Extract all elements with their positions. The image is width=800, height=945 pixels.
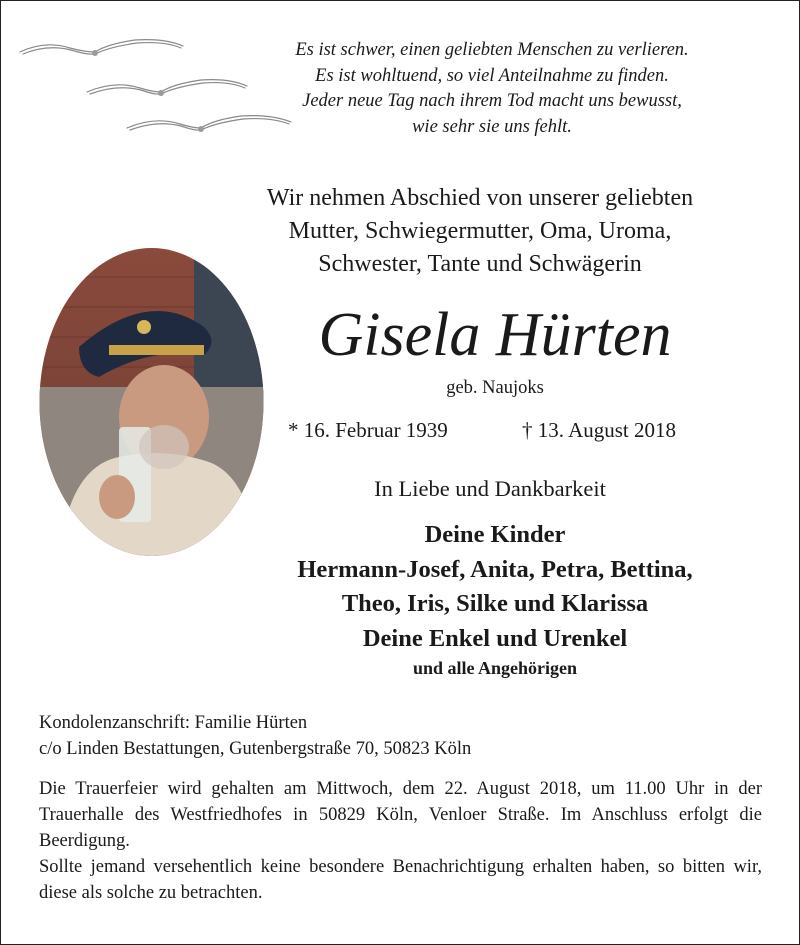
address-line: c/o Linden Bestattungen, Gutenbergstraße 70, 50823 Köln xyxy=(39,739,472,759)
notice-paragraph: Sollte jemand versehentlich keine besondere Benachrichtigung erhalten haben, so bitten wir, diese als solche zu betrachten. xyxy=(39,857,762,903)
deceased-name: Gisela Hürten xyxy=(318,301,672,369)
mourners-line: Theo, Iris, Silke und Klarissa xyxy=(341,590,649,617)
poem-line: Jeder neue Tag nach ihrem Tod macht uns bewusst, xyxy=(302,91,682,111)
birth-name: geb. Naujoks xyxy=(446,378,544,398)
service-paragraph: Die Trauerfeier wird gehalten am Mittwoch, dem 22. August 2018, um 11.00 Uhr in der Trauerhalle des Westfriedhofes in 50829 Köln, Venloer Straße. Im Anschluss erfolgt die Beerdigung. xyxy=(39,779,762,851)
intro-line: Wir nehmen Abschied von unserer geliebten xyxy=(266,185,694,211)
address-line: Kondolenzanschrift: Familie Hürten xyxy=(39,713,308,733)
poem-line: Es ist wohltuend, so viel Anteilnahme zu finden. xyxy=(315,65,669,86)
portrait-photo xyxy=(39,247,264,557)
farewell-intro xyxy=(210,182,750,281)
mourners-line: Deine Kinder xyxy=(424,521,566,548)
intro-line: Mutter, Schwiegermutter, Oma, Uroma, xyxy=(288,218,672,244)
star-icon: * xyxy=(288,418,299,442)
poem-line: Es ist schwer, einen geliebten Menschen zu verlieren. xyxy=(295,40,689,60)
service-details xyxy=(39,776,762,906)
thanks-line: In Liebe und Dankbarkeit xyxy=(374,476,606,501)
mourners-list xyxy=(210,518,780,680)
mourners-line: Hermann-Josef, Anita, Petra, Bettina, xyxy=(297,555,693,583)
birth-date-text: 16. Februar 1939 xyxy=(303,418,448,442)
condolence-address xyxy=(39,710,769,762)
birth-date xyxy=(288,418,448,443)
cross-icon: † xyxy=(522,418,533,442)
memorial-poem xyxy=(262,38,722,140)
mourners-line: Deine Enkel und Urenkel xyxy=(362,624,628,652)
intro-line: Schwester, Tante und Schwägerin xyxy=(318,251,642,277)
poem-line: wie sehr sie uns fehlt. xyxy=(412,116,572,137)
death-date xyxy=(522,418,676,443)
mourners-relatives: und alle Angehörigen xyxy=(412,658,578,678)
death-date-text: 13. August 2018 xyxy=(537,418,677,442)
